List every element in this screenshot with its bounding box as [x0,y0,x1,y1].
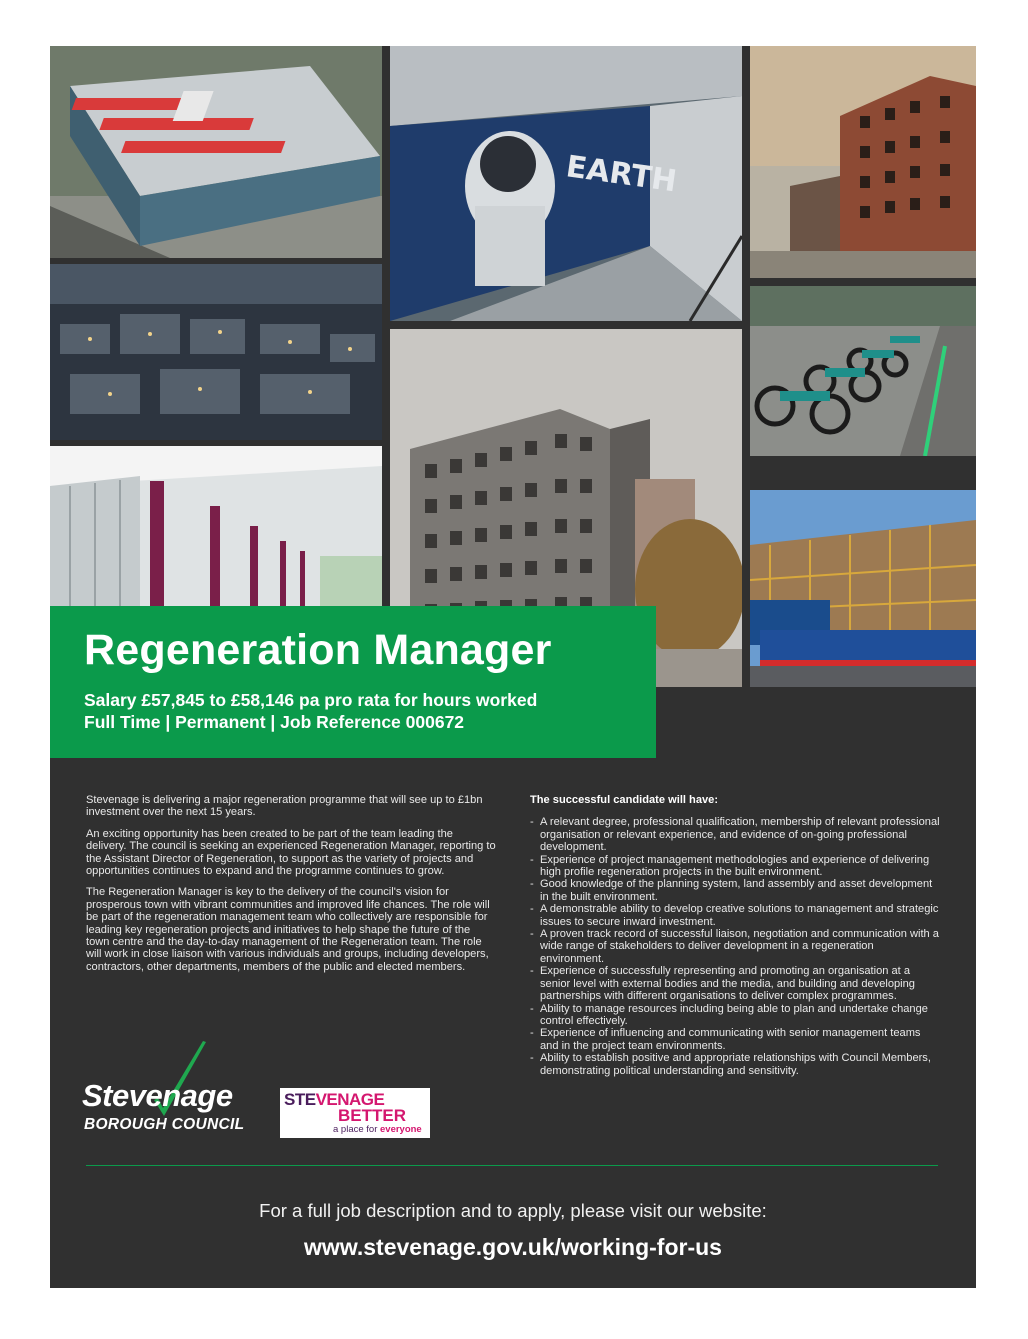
requirements-list [530,816,940,1077]
station-image [50,446,382,606]
requirement-item: - A demonstrable ability to develop creative solutions to management and strategic issues to secure inward investment. [530,903,940,928]
mural-image [390,46,742,321]
job-title-banner [50,606,656,758]
requirement-item: - Good knowledge of the planning system, land assembly and asset development in the built environment. [530,878,940,903]
photo-brick-apartments [750,46,976,278]
night-aerial-image [50,264,382,440]
logo-line-1a: STE [284,1090,316,1109]
logo-line-2: BETTER [338,1106,406,1125]
website-link[interactable]: www.stevenage.gov.uk/working-for-us [304,1234,722,1260]
requirement-item: - Ability to manage resources including being able to plan and undertake change control effectively. [530,1003,940,1028]
construction-image [750,490,976,687]
requirements-heading: The successful candidate will have: [530,794,719,806]
photo-astronaut-mural-underpass [390,46,742,321]
requirement-item: - A relevant degree, professional qualification, membership of relevant professional organisation or relevant experience, and evidence of on-going professional development. [530,816,940,853]
bikes-image [750,286,976,456]
apply-instructions: For a full job description and to apply, please visit our website: [259,1200,767,1221]
requirement-item: - Experience of successfully representing and promoting an organisation at a senior level with external bodies and the media, and building and developing partnerships with different organisations to deliver complex programmes. [530,965,940,1002]
requirement-item: - A proven track record of successful liaison, negotiation and communication with a wide range of stakeholders to deliver development in a regeneration environment. [530,928,940,965]
candidate-requirements [530,794,940,1077]
role-description [86,794,496,982]
mural-lettering: EARTH [563,149,679,200]
car-park-image [50,46,382,258]
photo-construction-site [750,490,976,687]
photo-multistorey-car-park [50,46,382,258]
logo-wordmark: Stevenage [82,1078,233,1113]
apartments-image [750,46,976,278]
logo-tagline-b: everyone [380,1124,422,1135]
requirement-item: - Experience of project management methodologies and experience of delivering high profile regeneration projects in the built environment. [530,854,940,879]
stevenage-better-logo [280,1088,430,1138]
job-title: Regeneration Manager [84,626,552,674]
intro-paragraph-1: Stevenage is delivering a major regeneration programme that will see up to £1bn investment over the next 15 years. [86,794,483,819]
salary-line: Salary £57,845 to £58,146 pa pro rata for hours worked [84,690,538,710]
intro-paragraph-2: An exciting opportunity has been created to be part of the team leading the delivery. The council is seeking an experienced Regeneration Manager, reporting to the Assistant Director of Regeneration, to support as the variety of projects and opportunities continues to expand and the programme continues to grow. [86,827,496,878]
job-terms-line: Full Time | Permanent | Job Reference 000672 [84,712,465,732]
stevenage-borough-council-logo [82,1038,262,1138]
intro-paragraph-3: The Regeneration Manager is key to the delivery of the council's vision for prosperous town with vibrant communities and improved life chances. The role will be part of the regeneration management team who collectively are responsible for leading key regeneration projects and initiatives to help shape the future of the town centre and the day-to-day management of the Regeneration team. The role will work in close liaison with various individuals and groups, including developers, contractors, other departments, members of the public and elected members. [86,886,490,973]
divider [86,1165,938,1166]
requirement-item: - Ability to establish positive and appropriate relationships with Council Members, demonstrating political understanding and sensitivity. [530,1052,940,1077]
photo-station-canopy [50,446,382,606]
photo-bike-hire-station [750,286,976,456]
job-advert-page [50,46,976,1288]
logo-line-1b: VENAGE [315,1090,385,1109]
logo-tagline-a: a place for [333,1124,380,1135]
photo-town-centre-night-aerial [50,264,382,440]
requirement-item: - Experience of influencing and communicating with senior management teams and in the project team environments. [530,1027,940,1052]
logo-subtitle: BOROUGH COUNCIL [84,1116,245,1133]
logo-tagline [333,1124,422,1135]
